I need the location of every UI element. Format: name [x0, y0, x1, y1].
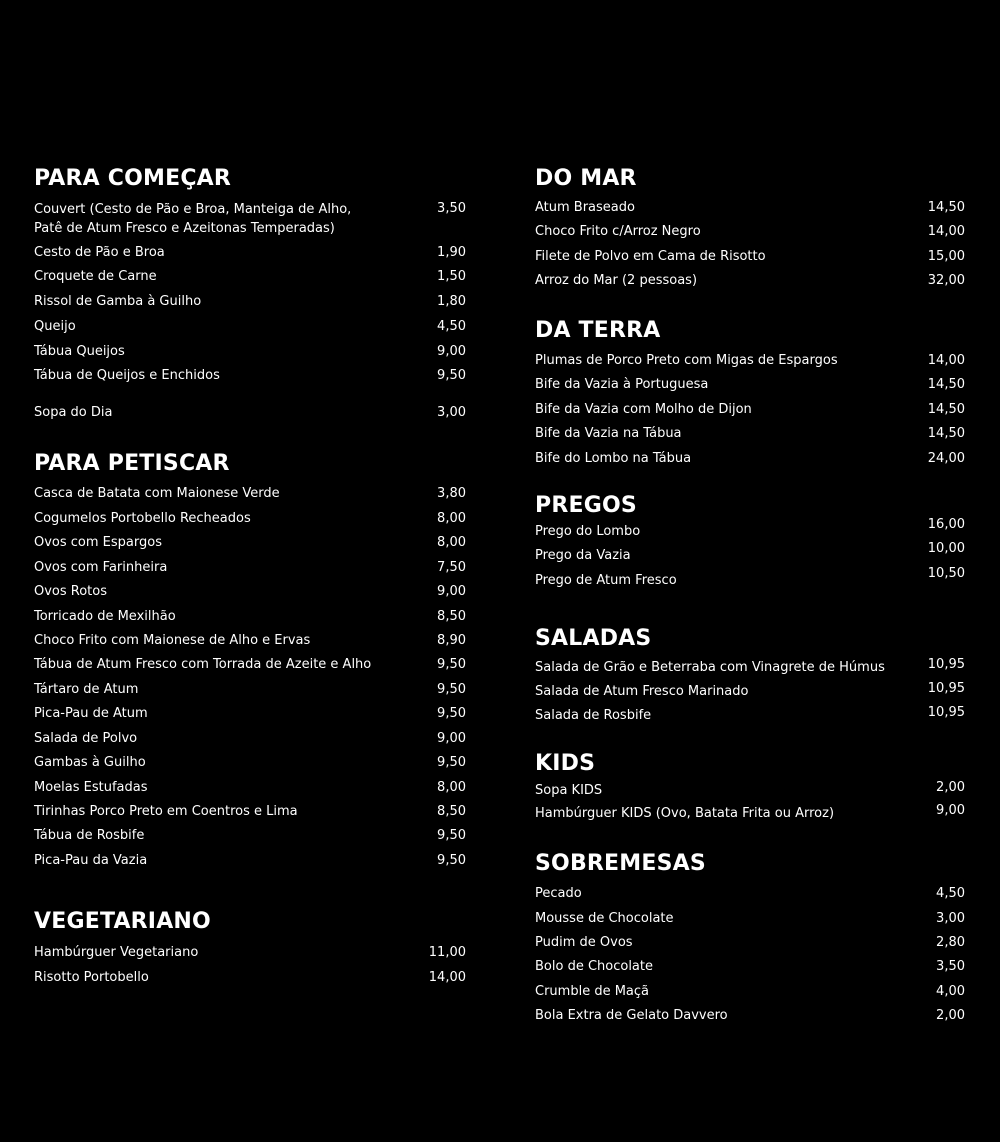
menu-item-price: 14,00	[927, 224, 965, 239]
menu-item-price: 10,95	[927, 681, 965, 696]
menu-item-price: 14,50	[927, 200, 965, 215]
menu-item-price: 4,00	[936, 984, 965, 999]
menu-item-name: Tártaro de Atum	[34, 682, 139, 697]
menu-item-price: 9,00	[936, 803, 965, 818]
menu-item-name: Rissol de Gamba à Guilho	[34, 294, 202, 309]
menu-item-price: 2,00	[936, 780, 965, 795]
menu-item-price: 10,50	[927, 566, 965, 581]
menu-item-price: 4,50	[437, 319, 466, 334]
menu-item-name: Bolo de Chocolate	[535, 959, 653, 974]
menu-item-name: Prego de Atum Fresco	[535, 573, 677, 588]
menu-item-price: 15,00	[927, 249, 965, 264]
menu-item-price: 14,00	[428, 970, 466, 985]
menu-item-name: Cogumelos Portobello Recheados	[34, 511, 251, 526]
menu-item-price: 9,50	[437, 828, 466, 843]
menu-item-name: Tábua de Queijos e Enchidos	[34, 368, 220, 383]
menu-item-price: 9,50	[437, 682, 466, 697]
menu-item-price: 14,00	[927, 353, 965, 368]
menu-item-name: Prego da Vazia	[535, 548, 631, 563]
menu-item-name: Salada de Rosbife	[535, 708, 652, 723]
menu-item-name: Torricado de Mexilhão	[34, 609, 176, 624]
menu-item-price: 8,90	[437, 633, 466, 648]
menu-item-price: 2,80	[936, 935, 965, 950]
menu-item-name: Sopa KIDS	[535, 783, 603, 798]
menu-item-price: 7,50	[437, 560, 466, 575]
menu-item-name: Bife da Vazia com Molho de Dijon	[535, 402, 752, 417]
menu-item-name: Couvert (Cesto de Pão e Broa, Manteiga de Alho, Patê de Atum Fresco e Azeitonas Temperadas)	[34, 202, 352, 236]
menu-item-price: 9,50	[437, 657, 466, 672]
menu-item-price: 9,00	[437, 584, 466, 599]
menu-item-name: Choco Frito com Maionese de Alho e Ervas	[34, 633, 311, 648]
menu-item-price: 3,50	[437, 201, 466, 216]
menu-item-name: Croquete de Carne	[34, 269, 157, 284]
menu-item-price: 1,90	[437, 245, 466, 260]
menu-item-price: 10,00	[927, 541, 965, 556]
menu-item-name: Cesto de Pão e Broa	[34, 245, 165, 260]
menu-item-name: Casca de Batata com Maionese Verde	[34, 486, 280, 501]
section-title: DA TERRA	[535, 318, 661, 343]
menu-item-price: 9,50	[437, 755, 466, 770]
menu-item-name: Mousse de Chocolate	[535, 911, 674, 926]
menu-item-price: 3,80	[437, 486, 466, 501]
menu-item-name: Choco Frito c/Arroz Negro	[535, 224, 701, 239]
menu-item-name: Arroz do Mar (2 pessoas)	[535, 273, 698, 288]
menu-item-price: 2,00	[936, 1008, 965, 1023]
menu-item-price: 1,50	[437, 269, 466, 284]
menu-item-name: Pudim de Ovos	[535, 935, 633, 950]
menu-item-price: 8,00	[437, 511, 466, 526]
menu-item-name: Tábua de Rosbife	[34, 828, 145, 843]
menu-item-price: 10,95	[927, 705, 965, 720]
menu-item-name: Hambúrguer Vegetariano	[34, 945, 199, 960]
menu-item-price: 8,00	[437, 780, 466, 795]
menu-item-price: 9,50	[437, 368, 466, 383]
menu-item-price: 8,50	[437, 609, 466, 624]
menu-item-name: Pica-Pau de Atum	[34, 706, 148, 721]
menu-item-name: Salada de Polvo	[34, 731, 138, 746]
menu-item-price: 3,00	[936, 911, 965, 926]
menu-item-name: Crumble de Maçã	[535, 984, 649, 999]
menu-item-price: 11,00	[428, 945, 466, 960]
menu-item-name: Ovos com Espargos	[34, 535, 162, 550]
menu-item-name: Risotto Portobello	[34, 970, 149, 985]
menu-item-name: Tábua de Atum Fresco com Torrada de Azeite e Alho	[34, 657, 372, 672]
menu-item-name: Filete de Polvo em Cama de Risotto	[535, 249, 766, 264]
menu-item-price: 9,50	[437, 853, 466, 868]
section-title: PARA PETISCAR	[34, 451, 230, 476]
menu-item-price: 3,50	[936, 959, 965, 974]
menu-item-price: 14,50	[927, 377, 965, 392]
menu-item-price: 9,00	[437, 731, 466, 746]
menu-item-price: 4,50	[936, 886, 965, 901]
menu-item-name: Pecado	[535, 886, 582, 901]
menu-item-name: Hambúrguer KIDS (Ovo, Batata Frita ou Arroz)	[535, 806, 835, 821]
section-title: PARA COMEÇAR	[34, 166, 232, 191]
menu-item-name: Moelas Estufadas	[34, 780, 148, 795]
menu-item-price: 16,00	[927, 517, 965, 532]
menu-item-name: Ovos Rotos	[34, 584, 108, 599]
menu-item-price: 24,00	[927, 451, 965, 466]
menu-item-price: 8,00	[437, 535, 466, 550]
section-title: SOBREMESAS	[535, 851, 706, 876]
menu-item-price: 1,80	[437, 294, 466, 309]
menu-item-price: 14,50	[927, 402, 965, 417]
menu-item-name: Bife da Vazia à Portuguesa	[535, 377, 709, 392]
menu-item-name: Atum Braseado	[535, 200, 635, 215]
menu-item-name: Bola Extra de Gelato Davvero	[535, 1008, 728, 1023]
menu-item-price: 3,00	[437, 405, 466, 420]
menu-item-name: Sopa do Dia	[34, 405, 113, 420]
section-title: KIDS	[535, 751, 596, 776]
section-title: SALADAS	[535, 626, 652, 651]
menu-item-price: 8,50	[437, 804, 466, 819]
menu-item-price: 32,00	[927, 273, 965, 288]
menu-item-price: 10,95	[927, 657, 965, 672]
menu-item-price: 9,50	[437, 706, 466, 721]
section-title: VEGETARIANO	[34, 909, 211, 934]
menu-item-name: Queijo	[34, 319, 76, 334]
menu-item-name: Tirinhas Porco Preto em Coentros e Lima	[34, 804, 298, 819]
menu-item-name: Salada de Grão e Beterraba com Vinagrete de Húmus	[535, 660, 885, 675]
menu-item-name: Prego do Lombo	[535, 524, 641, 539]
menu-item-name: Gambas à Guilho	[34, 755, 146, 770]
section-title: DO MAR	[535, 166, 637, 191]
menu-item-name: Plumas de Porco Preto com Migas de Espargos	[535, 353, 838, 368]
menu-item-price: 9,00	[437, 344, 466, 359]
menu-item-name: Tábua Queijos	[34, 344, 125, 359]
menu-item-name: Bife da Vazia na Tábua	[535, 426, 682, 441]
menu-item-price: 14,50	[927, 426, 965, 441]
menu-item-name: Salada de Atum Fresco Marinado	[535, 684, 749, 699]
menu-item-name: Bife do Lombo na Tábua	[535, 451, 692, 466]
menu-item-name: Pica-Pau da Vazia	[34, 853, 148, 868]
section-title: PREGOS	[535, 493, 637, 518]
menu-item-name: Ovos com Farinheira	[34, 560, 168, 575]
